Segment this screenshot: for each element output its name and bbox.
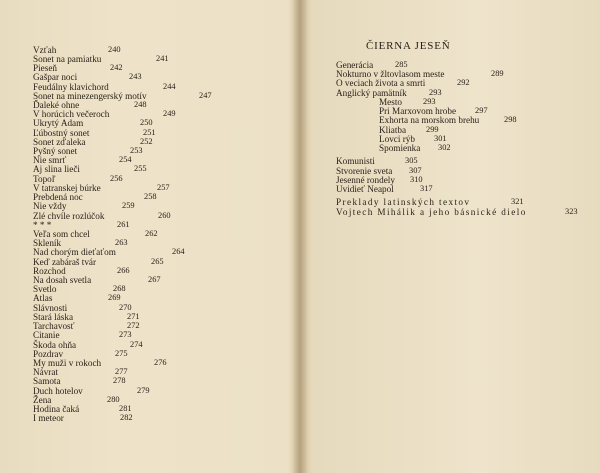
toc-entry-title: Veľa som chcel (33, 229, 90, 239)
toc-entry-title: Prebdená noc (33, 192, 83, 202)
toc-entry-page-number: 310 (410, 175, 423, 184)
toc-entry-title: Sonet na minezengerský motív (33, 91, 147, 101)
toc-entry-title: Pieseň (33, 63, 57, 73)
toc-entry-page-number: 298 (504, 115, 517, 124)
toc-entry-page-number: 307 (409, 166, 422, 175)
toc-entry-title: Aj slina lieči (33, 164, 80, 174)
toc-entry-title: Vzťah (33, 45, 57, 55)
toc-entry-page-number: 250 (140, 118, 153, 127)
toc-entry-page-number: 275 (115, 349, 128, 358)
toc-entry-title: V horúcich večeroch (33, 109, 110, 119)
toc-entry-page-number: 254 (119, 155, 132, 164)
toc-entry-page-number: 242 (110, 63, 123, 72)
toc-entry-page-number: 277 (115, 367, 128, 376)
toc-entry-title: Citanie (33, 330, 60, 340)
toc-entry-title: Nad chorým dieťaťom (33, 247, 116, 257)
toc-entry-title: Ľúbostný sonet (33, 128, 90, 138)
toc-entry-page-number: 273 (119, 330, 132, 339)
toc-entry-title: Zlé chvíle rozlúčok (33, 211, 105, 221)
toc-entry-title: Atlas (33, 293, 53, 303)
toc-entry-title: Žena (33, 395, 52, 405)
toc-entry-page-number: 276 (154, 358, 167, 367)
toc-entry-page-number: 240 (108, 45, 121, 54)
toc-entry-title: Anglický pamätník (336, 88, 407, 98)
toc-entry-page-number: 268 (113, 284, 126, 293)
toc-entry-title: Uvidieť Neapol (336, 184, 394, 194)
toc-entry-page-number: 271 (127, 312, 140, 321)
toc-entry-page-number: 241 (156, 54, 169, 63)
toc-entry-page-number: 297 (475, 106, 488, 115)
toc-entry-title: Nie smrť (33, 155, 67, 165)
toc-entry-title: Ukrytý Adam (33, 118, 84, 128)
toc-entry-title: Nie vždy (33, 201, 67, 211)
toc-entry-title: Duch hotelov (33, 386, 83, 396)
toc-entry-title: Pozdrav (33, 349, 64, 359)
toc-entry-page-number: 321 (511, 197, 524, 206)
toc-entry-page-number: 323 (565, 207, 578, 216)
toc-entry-page-number: 244 (163, 82, 176, 91)
toc-entry-page-number: 280 (107, 395, 120, 404)
toc-entry-page-number: 264 (172, 247, 185, 256)
toc-entry-page-number: 302 (438, 143, 451, 152)
toc-entry-page-number: 292 (457, 78, 470, 87)
toc-entry-title: V tatranskej búrke (33, 183, 101, 193)
toc-entry-title: Generácia (336, 60, 374, 70)
toc-entry-title: Pyšný sonet (33, 146, 78, 156)
toc-entry-title: Gašpar noci (33, 72, 78, 82)
toc-entry-page-number: 260 (158, 211, 171, 220)
toc-entry-page-number: 243 (129, 72, 142, 81)
toc-entry-title: Skleník (33, 238, 62, 248)
toc-entry-title: Na dosah svetla (33, 275, 92, 285)
toc-entry-title: Svetlo (33, 284, 57, 294)
toc-entry-title: Lovci rýb (379, 134, 415, 144)
toc-entry-page-number: 272 (127, 321, 140, 330)
toc-entry-title: Návrat (33, 367, 58, 377)
toc-entry-page-number: 257 (157, 183, 170, 192)
toc-entry-title: Nokturno v žltovlasom meste (336, 69, 445, 79)
toc-entry-page-number: 263 (115, 238, 128, 247)
toc-entry-page-number: 274 (130, 340, 143, 349)
toc-entry-title: Pri Marxovom hrobe (379, 106, 457, 116)
toc-entry-title: Keď zabáraš tvár (33, 257, 97, 267)
toc-entry-title: Feudálny klavichord (33, 82, 109, 92)
toc-entry-title: Topoľ (33, 174, 56, 184)
toc-entry-page-number: 258 (144, 192, 157, 201)
toc-entry-title: Stará láska (33, 312, 74, 322)
toc-entry-page-number: 259 (122, 201, 135, 210)
toc-entry-title: Sonet na pamiatku (33, 54, 102, 64)
toc-entry-page-number: 279 (137, 386, 150, 395)
toc-entry-title: Stvorenie sveta (336, 166, 393, 176)
toc-entry-page-number: 261 (117, 220, 130, 229)
toc-entry-page-number: 289 (491, 69, 504, 78)
toc-entry-page-number: 262 (145, 229, 158, 238)
toc-entry-page-number: 317 (420, 184, 433, 193)
toc-entry-page-number: 299 (426, 125, 439, 134)
toc-entry-title: Exhorta na morskom brehu (379, 115, 480, 125)
toc-entry-page-number: 282 (120, 413, 133, 422)
toc-entry-title: Mesto (379, 97, 402, 107)
toc-entry-title: Rozchod (33, 266, 66, 276)
toc-entry-title: Samota (33, 376, 61, 386)
toc-entry-page-number: 251 (143, 128, 156, 137)
toc-entry-page-number: 265 (151, 257, 164, 266)
toc-entry-page-number: 252 (140, 137, 153, 146)
toc-entry-title: Komunisti (336, 156, 375, 166)
toc-entry-title: Škoda ohňa (33, 340, 77, 350)
toc-entry-title: * * * (33, 220, 52, 230)
toc-entry-page-number: 266 (117, 266, 130, 275)
toc-entry-page-number: 293 (423, 97, 436, 106)
toc-entry-title: Slávnosti (33, 303, 68, 313)
toc-entry-page-number: 249 (163, 109, 176, 118)
toc-entry-page-number: 270 (119, 303, 132, 312)
toc-entry-title: Kliatba (379, 125, 407, 135)
toc-entry-page-number: 253 (130, 146, 143, 155)
toc-entry-page-number: 256 (110, 174, 123, 183)
toc-entry-title: I meteor (33, 413, 64, 423)
toc-entry-title: Ďaleké ohne (33, 100, 80, 110)
toc-entry-page-number: 278 (113, 376, 126, 385)
toc-entry-page-number: 285 (395, 60, 408, 69)
toc-entry-title: Jesenné rondely (336, 175, 395, 185)
toc-entry-page-number: 281 (119, 404, 132, 413)
toc-entry-title: Sonet zďaleka (33, 137, 86, 147)
toc-entry-page-number: 247 (199, 91, 212, 100)
toc-entry-title: Vojtech Mihálik a jeho básnické dielo (336, 207, 527, 217)
toc-entry-title: Tarchavosť (33, 321, 75, 331)
toc-entry-page-number: 267 (148, 275, 161, 284)
toc-entry-title: Spomienka (379, 143, 421, 153)
toc-entry-title: Hodina čaká (33, 404, 80, 414)
toc-entry-title: O veciach života a smrti (336, 78, 426, 88)
toc-entry-title: My muži v rokoch (33, 358, 102, 368)
toc-entry-page-number: 305 (405, 156, 418, 165)
toc-entry-page-number: 255 (134, 164, 147, 173)
section-heading: ČIERNA JESEŇ (366, 40, 451, 52)
toc-entry-page-number: 269 (108, 293, 121, 302)
toc-entry-page-number: 248 (134, 100, 147, 109)
toc-entry-title: Preklady latinských textov (336, 197, 471, 207)
toc-entry-page-number: 301 (434, 134, 447, 143)
toc-entry-page-number: 293 (429, 88, 442, 97)
